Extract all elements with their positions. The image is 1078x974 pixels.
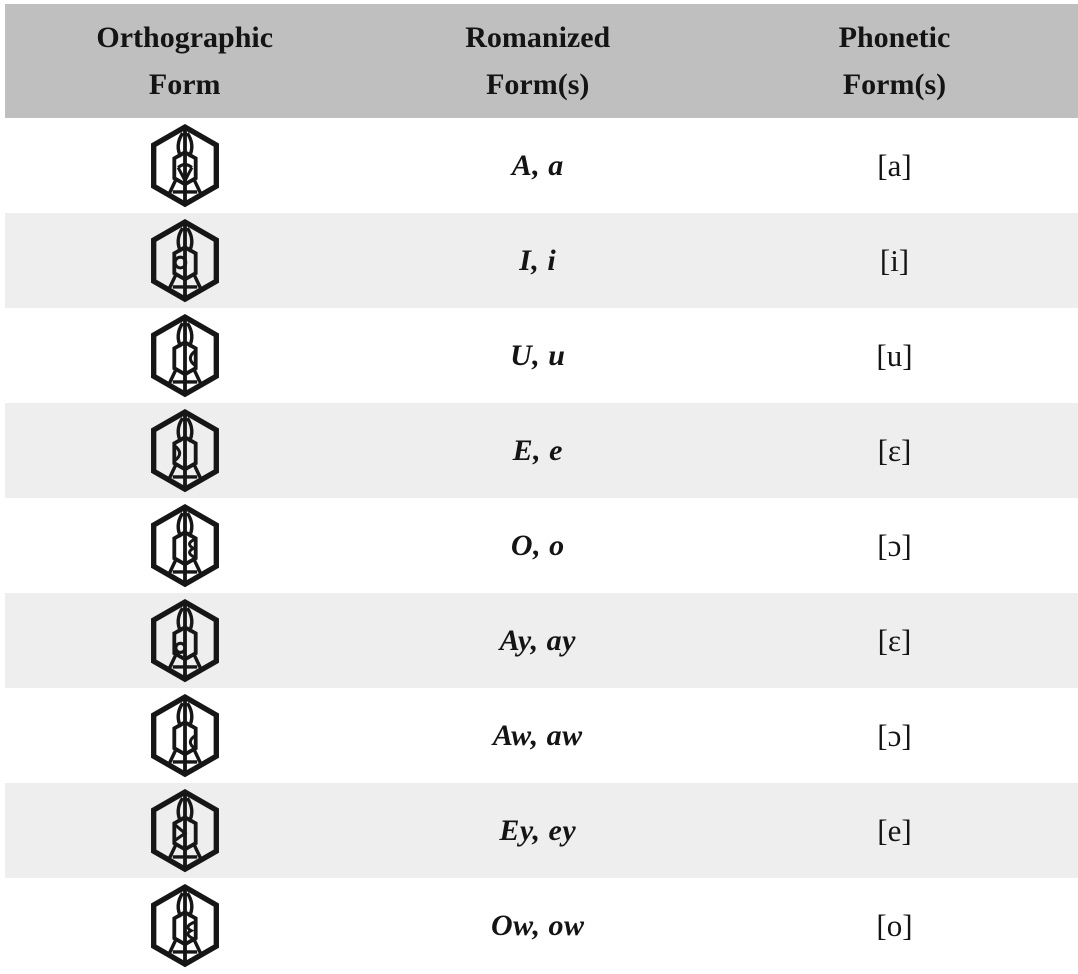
vowel-table: [5, 4, 1078, 973]
romanized-form: A, a: [511, 148, 564, 182]
glyph-ay-icon: [146, 599, 224, 683]
orthographic-form-cell: [5, 593, 364, 688]
glyph-a-icon: [146, 124, 224, 208]
romanized-form: Ay, ay: [499, 623, 576, 657]
orthographic-form-cell: [5, 213, 364, 308]
glyph-ow-icon: [146, 884, 224, 968]
header-line: Form: [148, 68, 221, 101]
table-row: [5, 118, 1078, 213]
table-header: [5, 4, 1078, 118]
orthographic-form-cell: [5, 498, 364, 593]
glyph-u-icon: [146, 314, 224, 398]
glyph-e-icon: [146, 409, 224, 493]
orthographic-form-cell: [5, 878, 364, 973]
orthographic-form-cell: [5, 308, 364, 403]
header-phonetic-forms: [711, 14, 1078, 108]
romanized-form: O, o: [510, 528, 565, 562]
phonetic-form: [ɔ]: [877, 527, 912, 563]
romanized-form: I, i: [519, 243, 557, 277]
romanized-form: Ow, ow: [490, 908, 585, 942]
phonetic-form: [ɛ]: [877, 622, 912, 658]
romanized-form: E, e: [512, 433, 563, 467]
glyph-o-icon: [146, 504, 224, 588]
table-row: [5, 593, 1078, 688]
orthographic-form-cell: [5, 118, 364, 213]
table-row: [5, 783, 1078, 878]
phonetic-form: [o]: [876, 907, 913, 943]
romanized-form: U, u: [510, 338, 566, 372]
phonetic-form: [a]: [877, 147, 912, 183]
header-line: Orthographic: [96, 21, 274, 54]
orthographic-form-cell: [5, 688, 364, 783]
table-body: [5, 118, 1078, 973]
table-row: [5, 498, 1078, 593]
table-row: [5, 878, 1078, 973]
orthographic-form-cell: [5, 403, 364, 498]
table-row: [5, 403, 1078, 498]
romanized-form: Aw, aw: [492, 718, 583, 752]
phonetic-form: [ɔ]: [877, 717, 912, 753]
glyph-ey-icon: [146, 789, 224, 873]
phonetic-form: [u]: [876, 337, 913, 373]
phonetic-form: [i]: [879, 242, 910, 278]
header-romanized-forms: [364, 14, 711, 108]
header-line: Form(s): [842, 68, 947, 101]
header-line: Form(s): [486, 68, 590, 101]
table-row: [5, 213, 1078, 308]
table-row: [5, 308, 1078, 403]
orthographic-form-cell: [5, 783, 364, 878]
header-line: Phonetic: [838, 21, 951, 54]
header-line: Romanized: [465, 21, 611, 54]
header-orthographic-form: [5, 14, 364, 108]
table-row: [5, 688, 1078, 783]
romanized-form: Ey, ey: [499, 813, 577, 847]
glyph-i-icon: [146, 219, 224, 303]
phonetic-form: [e]: [877, 812, 912, 848]
phonetic-form: [ɛ]: [877, 432, 912, 468]
glyph-aw-icon: [146, 694, 224, 778]
